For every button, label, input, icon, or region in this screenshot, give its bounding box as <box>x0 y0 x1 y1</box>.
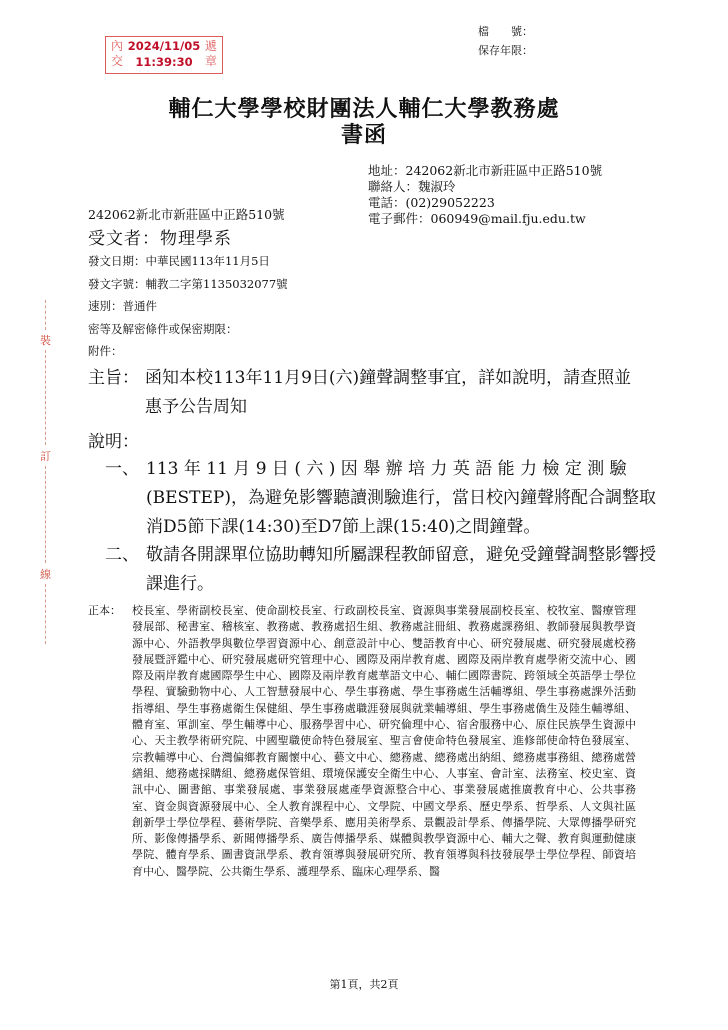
explanation-label: 說明： <box>88 432 139 452</box>
document-meta <box>88 250 288 363</box>
binding-line <box>45 350 46 445</box>
security-level: 密等及解密條件或保密期限： <box>88 321 238 336</box>
copies-label: 正本： <box>88 604 121 617</box>
contact-address: 地址：242062新北市新莊區中正路510號 <box>368 163 603 178</box>
stamp-time: 11:39:30 <box>135 55 193 69</box>
archive-info <box>478 22 533 60</box>
contact-email: 電子郵件：060949@mail.fju.edu.tw <box>368 211 586 226</box>
binding-line <box>45 300 46 330</box>
subject-text: 函知本校113年11月9日(六)鐘聲調整事宜，詳如說明，請查照並惠予公告周知 <box>145 368 632 417</box>
issue-number: 發文字號：輔教二字第1135032077號 <box>88 276 288 291</box>
retention-period-label: 保存年限： <box>478 44 533 57</box>
binding-mark-xian: 線 <box>40 568 51 581</box>
item-number: 一、 <box>105 459 139 479</box>
recipient-name: 受文者：物理學系 <box>88 229 232 249</box>
receipt-stamp <box>105 36 223 74</box>
contact-block <box>368 163 602 227</box>
binding-line <box>45 466 46 563</box>
binding-mark-zhuang: 裝 <box>40 334 51 347</box>
attachments: 附件： <box>88 344 123 358</box>
binding-mark-ding: 訂 <box>40 450 51 463</box>
stamp-left-text: 內 交 <box>110 39 123 68</box>
copies-list: 校長室、學術副校長室、使命副校長室、行政副校長室、資源與事業發展副校長室、校牧室、醫療管理發展部、秘書室、稽核室、教務處、教務處招生組、教務處註冊組、教務處課務組、教師發展與教學資源中心、外語教學與數位學習資源中心、創意設計中心、雙語教育中心、研究發展處、研究發展處校務發展暨評鑑中心、研究發展處研究管理中心、國際及兩岸教育處、國際及兩岸教育處學術交流中心、國際及兩岸教育處國際學生中心、國際及兩岸教育處華語文中心、輔仁國際書院、跨領域全英語學士學位學程、實驗動物中心、人工智慧發展中心、學生事務處、學生事務處生活輔導組、學生事務處課外活動指導組、學生事務處衛生保健組、學生事務處職涯發展與就業輔導組、學生事務處僑生及陸生輔導組、體育室、軍訓室、學生輔導中心、服務學習中心、研究倫理中心、宿舍服務中心、原住民族學生資源中心、天主教學術研究院、中國聖職使命特色發展室、聖言會使命特色發展室、進修部使命特色發展室、宗教輔導中心、台灣偏鄉教育關懷中心、藝文中心、總務處、總務處出納組、總務處事務組、總務處營繕組、總務處採購組、總務處保管組、環境保護安全衛生中心、人事室、會計室、法務室、校史室、資訊中心、圖書館、事業發展處、事業發展處產學資源整合中心、事業發展處推廣教育中心、公共事務室、資金與資源發展中心、全人教育課程中心、文學院、中國文學系、歷史學系、哲學系、人文與社區創新學士學位學程、藝術學院、音樂學系、應用美術學系、景觀設計學系、傳播學院、大眾傳播學研究所、影像傳播學系、新聞傳播學系、廣告傳播學系、媒體與教學資源中心、輔大之聲、教育與運動健康學院、體育學系、圖書資訊學系、教育領導與發展研究所、教育領導與科技發展學士學位學程、師資培育中心、醫學院、公共衛生學系、護理學系、臨床心理學系、醫 <box>132 604 636 878</box>
file-number-label: 檔 號： <box>478 25 533 38</box>
stamp-right-text: 遞 章 <box>204 39 217 68</box>
item-text: 敬請各開課單位協助轉知所屬課程教師留意，避免受鐘聲調整影響授課進行。 <box>146 545 656 594</box>
stamp-date: 2024/11/05 <box>127 39 201 53</box>
stamp-datetime <box>126 38 202 70</box>
binding-line <box>45 584 46 644</box>
page-number: 第1頁，共2頁 <box>329 978 399 991</box>
contact-person: 聯絡人：魏淑玲 <box>368 179 456 194</box>
delivery-speed: 速別：普通件 <box>88 299 157 313</box>
item-text: 113 年 11 月 9 日 ( 六 ) 因 舉 辦 培 力 英 語 能 力 檢 定 測 驗 (BESTEP)，為避免影響聽讀測驗進行，當日校內鐘聲將配合調整取消D5節下課(14:30)至D7節上課(15:40)之間鐘聲。 <box>146 459 656 537</box>
recipient-address: 242062新北市新莊區中正路510號 <box>88 207 285 222</box>
subject-label: 主旨： <box>88 368 139 388</box>
issuer-title: 輔仁大學學校財團法人輔仁大學教務處 <box>168 96 560 122</box>
issue-date: 發文日期：中華民國113年11月5日 <box>88 254 270 268</box>
document-type: 書函 <box>340 122 387 148</box>
item-number: 二、 <box>105 545 139 565</box>
contact-phone: 電話：(02)29052223 <box>368 195 495 210</box>
